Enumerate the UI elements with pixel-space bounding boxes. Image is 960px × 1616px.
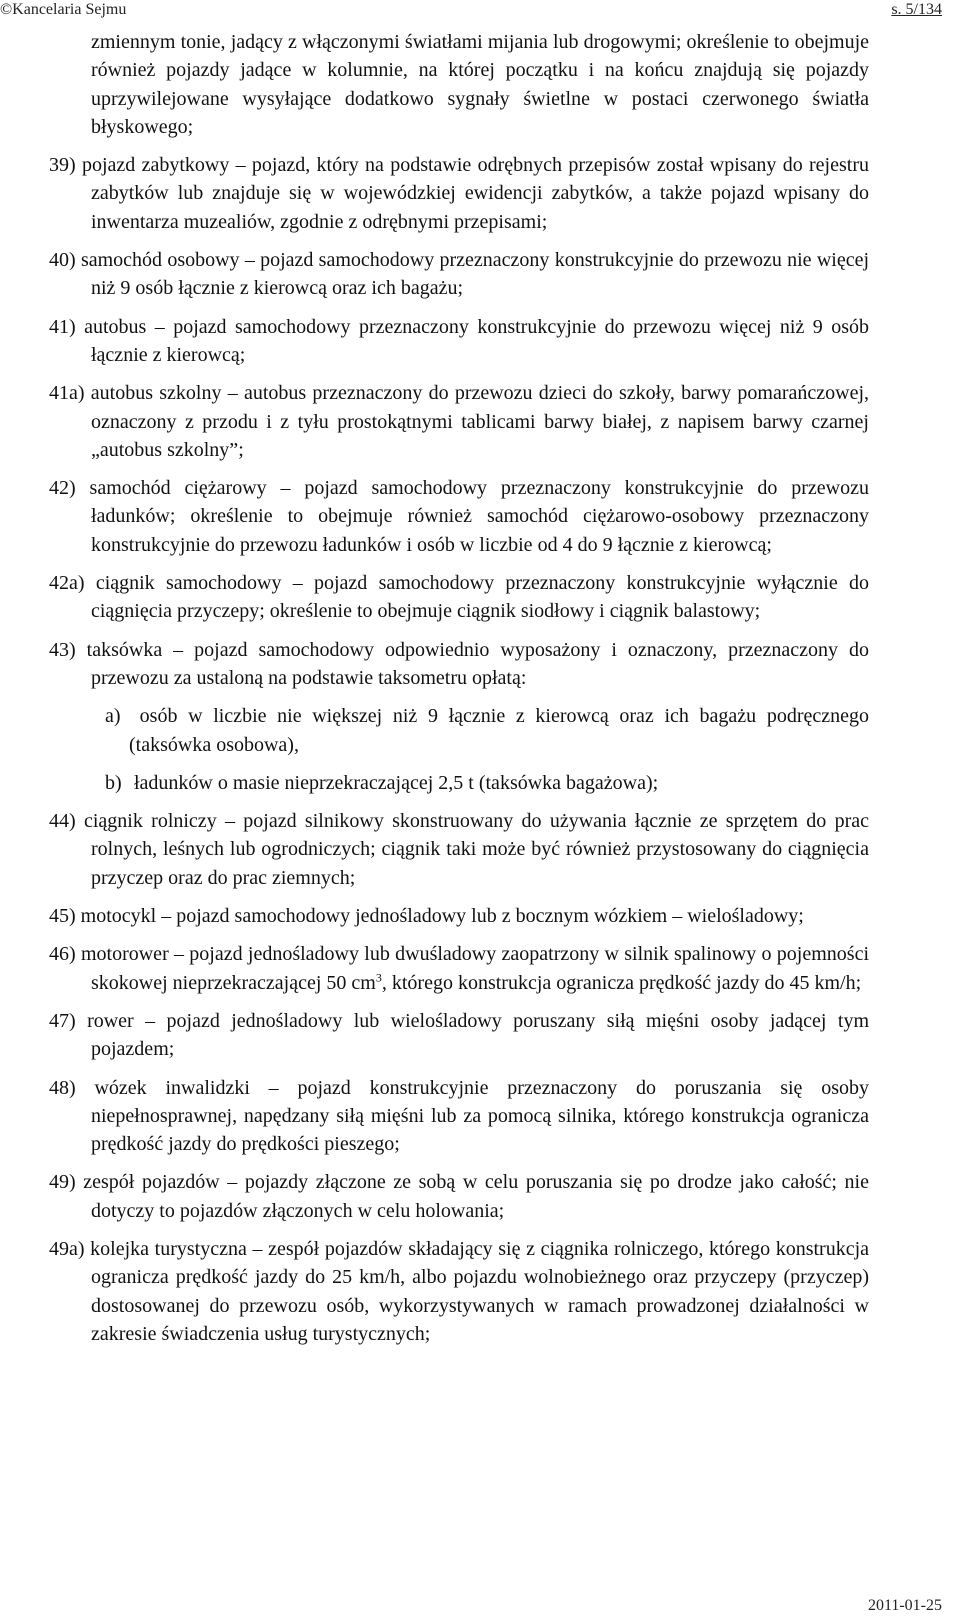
item-text: pojazd zabytkowy – pojazd, który na podstawie odrębnych przepisów został wpisany do rejestru zabytków lub znajduje się w wojewódzkiej ewidencji zabytków, a także pojazd wpisany do inwentarza muzealiów, zgodnie z odrębnymi przepisami; (81, 154, 869, 233)
document-date: 2011-01-25 (867, 1597, 942, 1614)
item-text-before: motorower – pojazd jednośladowy lub dwuśladowy zaopatrzony w silnik spalinowy o pojemności skokowej nieprzekraczającej 50 cm (80, 943, 869, 994)
item-text: ciągnik samochodowy – pojazd samochodowy przeznaczony konstrukcyjnie wyłącznie do ciągnięcia przyczepy; określenie to obejmuje ciągnik siodłowy i ciągnik balastowy; (91, 572, 870, 623)
item-text: motocykl – pojazd samochodowy jednośladowy lub z bocznym wózkiem – wielośladowy; (80, 905, 804, 928)
item-number: 42) (49, 477, 76, 500)
item-text: samochód ciężarowy – pojazd samochodowy przeznaczony konstrukcyjnie do przewozu ładunków; określenie to obejmuje również samochód ciężarowo-osobowy przeznaczony konstrukcyjnie do przewozu ładunków i osób w liczbie od 4 do 9 łącznie z kierowcą; (89, 477, 869, 556)
page-number: s. 5/134 (891, 1, 942, 18)
definition-item-40 (49, 246, 869, 303)
item-number: 42a) (49, 572, 85, 595)
header-copyright (0, 0, 126, 20)
header-page-number (891, 0, 942, 20)
superscript: 3 (375, 969, 382, 984)
definition-item-42 (49, 474, 869, 559)
item-text: zespół pojazdów – pojazdy złączone ze sobą w celu poruszania się po drodze jako całość; nie dotyczy to pojazdów złączonych w celu holowania; (83, 1171, 869, 1222)
item-text: autobus szkolny – autobus przeznaczony do przewozu dzieci do szkoły, barwy pomarańczowej, oznaczony z przodu i z tyłu prostokątnymi tablicami barwy białej, z napisem barwy czarnej „autobus szkolny”; (90, 382, 869, 461)
item-number: 44) (49, 810, 76, 833)
subitem-text: osób w liczbie nie większej niż 9 łącznie z kierowcą oraz ich bagażu podręcznego (taksówka osobowa), (129, 705, 869, 756)
subitem-number: a) (105, 705, 121, 728)
subitem-text: ładunków o masie nieprzekraczającej 2,5 t (taksówka bagażowa); (134, 771, 659, 794)
definition-item-43 (49, 636, 869, 693)
definition-item-41 (49, 313, 869, 370)
item-number: 49) (49, 1171, 76, 1194)
item-number: 41a) (49, 382, 85, 405)
definition-item-41a (49, 379, 869, 464)
definition-item-47 (49, 1007, 869, 1064)
subitem-b (91, 769, 869, 797)
item-text-after: , którego konstrukcja ogranicza prędkość jazdy do 45 km/h; (381, 971, 862, 994)
item-text: taksówka – pojazd samochodowy odpowiednio wyposażony i oznaczony, przeznaczony do przewozu za ustaloną na podstawie taksometru opłatą: (86, 638, 869, 689)
footer-date (868, 1596, 942, 1616)
item-number: 39) (49, 154, 76, 177)
definition-item-48 (49, 1074, 869, 1159)
definition-item-39 (49, 151, 869, 236)
item-number: 48) (49, 1076, 76, 1099)
definition-item-45 (49, 902, 869, 930)
item-text: rower – pojazd jednośladowy lub wielośladowy poruszany siłą mięśni osoby jadącej tym pojazdem; (87, 1009, 870, 1061)
subitem-number: b) (105, 771, 122, 794)
item-text: ciągnik rolniczy – pojazd silnikowy skonstruowany do używania łącznie ze sprzętem do prac rolnych, leśnych lub ogrodniczych; ciągnik taki może być również przystosowany do ciągnięcia przyczep oraz do prac ziemnych; (83, 810, 870, 889)
item-number: 45) (49, 905, 76, 928)
item-number: 40) (49, 249, 76, 272)
definition-item-49 (49, 1168, 869, 1225)
subitem-a (91, 702, 869, 759)
definition-item-49a (49, 1235, 869, 1348)
item-number: 47) (49, 1009, 76, 1032)
definition-item-42a (49, 569, 869, 626)
item-number: 41) (49, 315, 76, 338)
item-text: kolejka turystyczna – zespół pojazdów składający się z ciągnika rolniczego, którego konstrukcja ogranicza prędkość jazdy do 25 km/h, albo pojazdu wolnobieżnego oraz przyczepy (przyczep) dostosowanej do przewozu osób, wykorzystywanych w ramach prowadzonej działalności w zakresie świadczenia usług turystycznych; (90, 1237, 869, 1345)
copyright-text: ©Kancelaria Sejmu (0, 1, 127, 18)
definition-item-44 (49, 807, 869, 892)
item-number: 43) (49, 638, 76, 661)
document-body (49, 28, 869, 1358)
item-text: wózek inwalidzki – pojazd konstrukcyjnie przeznaczony do poruszania się osoby niepełnosprawnej, napędzany siłą mięśni lub za pomocą silnika, którego konstrukcja ogranicza prędkość jazdy do prędkości pieszego; (91, 1076, 869, 1156)
item-text: autobus – pojazd samochodowy przeznaczony konstrukcyjnie do przewozu więcej niż 9 osób łącznie z kierowcą; (84, 315, 870, 366)
item-text: samochód osobowy – pojazd samochodowy przeznaczony konstrukcyjnie do przewozu nie więcej niż 9 osób łącznie z kierowcą oraz ich bagażu; (80, 249, 870, 300)
continuation-paragraph: zmiennym tonie, jadący z włączonymi światłami mijania lub drogowymi; określenie to obejmuje również pojazdy jadące w kolumnie, na której początku i na końcu znajdują się pojazdy uprzywilejowane wysyłające dodatkowo sygnały świetlne w postaci czerwonego światła błyskowego; (91, 31, 869, 138)
item-number: 46) (49, 943, 76, 966)
item-number: 49a) (49, 1237, 85, 1260)
definition-item-46 (49, 940, 869, 997)
